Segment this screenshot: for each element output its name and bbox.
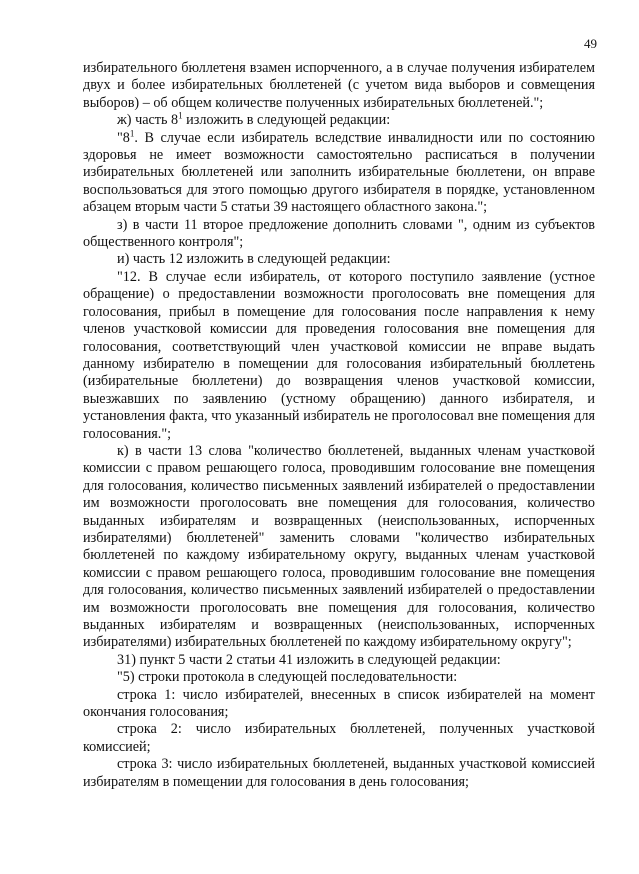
page-number: 49 <box>584 36 597 51</box>
paragraph-text: "8 <box>117 129 130 146</box>
paragraph-text: ж) часть 8 <box>117 112 179 129</box>
paragraph-line-1: строка 1: число избирателей, внесенных в список избирателей на момент окончания голосования; <box>83 686 595 721</box>
paragraph-item-z: з) в части 11 второе предложение дополнить словами ", одним из субъектов общественного контроля"; <box>83 216 595 251</box>
superscript: 1 <box>129 127 135 138</box>
paragraph-item-k: к) в части 13 слова "количество бюллетеней, выданных членам участковой комиссии с правом решающего голоса, проводившим голосование вне помещения для голосования, количество письменных заявлений избирателей о предоставлении им возможности проголосовать вне помещения для голосования, количество выданных избирателям и возвращенных (неиспользованных, испорченных избирателями) бюллетеней" заменить словами "количество избирательных бюллетеней по каждому избирательному округу, выданных членам участковой комиссии с правом решающего голоса, проводившим голосование вне помещения для голосования, количество письменных заявлений избирателей о предоставлении им возможности проголосовать вне помещения для голосования, количество выданных избирателям и возвращенных (неиспользованных, испорченных избирателями) избирательных бюллетеней по каждому избирательному округу"; <box>83 442 595 651</box>
paragraph-continuation: избирательного бюллетеня взамен испорченного, а в случае получения избирателем двух и более избирательных бюллетеней (с учетом вида выборов и совмещения выборов) – об общем количестве полученных избирательных бюллетеней."; <box>83 60 595 111</box>
paragraph-part-8-1 <box>83 127 595 217</box>
superscript: 1 <box>178 110 183 121</box>
paragraph-line-3: строка 3: число избирательных бюллетеней, выданных участковой комиссией избирателям в помещении для голосования в день голосования; <box>83 756 595 790</box>
document-body <box>83 60 595 791</box>
paragraph-text: . В случае если избиратель вследствие инвалидности или по состоянию здоровья не имеет возможности самостоятельно расписаться в получении избирательных бюллетеней или заполнить избирательные бюллетени, он вправе воспользоваться для этого помощью другого избирателя в порядке, установленном абзацем вторым части 5 статьи 39 настоящего областного закона."; <box>83 129 595 216</box>
paragraph-part-12: "12. В случае если избиратель, от которого поступило заявление (устное обращение) о предоставлении возможности проголосовать вне помещения для голосования, прибыл в помещение для голосования после направления к нему членов участковой комиссии для проведения голосования вне помещения для голосования, соответствующий член участковой комиссии не вправе выдать данному избирателю в помещении для голосования избирательный бюллетень (избирательные бюллетени) до возвращения членов участковой комиссии, выезжавших по заявлению (устному обращению) данного избирателя, и установления факта, что указанный избиратель не проголосовал вне помещения для голосования."; <box>83 268 595 442</box>
paragraph-line-2: строка 2: число избирательных бюллетеней, полученных участковой комиссией; <box>83 721 595 755</box>
paragraph-text: изложить в следующей редакции: <box>182 112 391 129</box>
paragraph-item-5: "5) строки протокола в следующей последовательности: <box>117 669 458 686</box>
paragraph-item-31: 31) пункт 5 части 2 статьи 41 изложить в следующей редакции: <box>117 651 501 668</box>
paragraph-item-i: и) часть 12 изложить в следующей редакции: <box>117 251 391 268</box>
paragraph-item-zh <box>83 112 595 129</box>
